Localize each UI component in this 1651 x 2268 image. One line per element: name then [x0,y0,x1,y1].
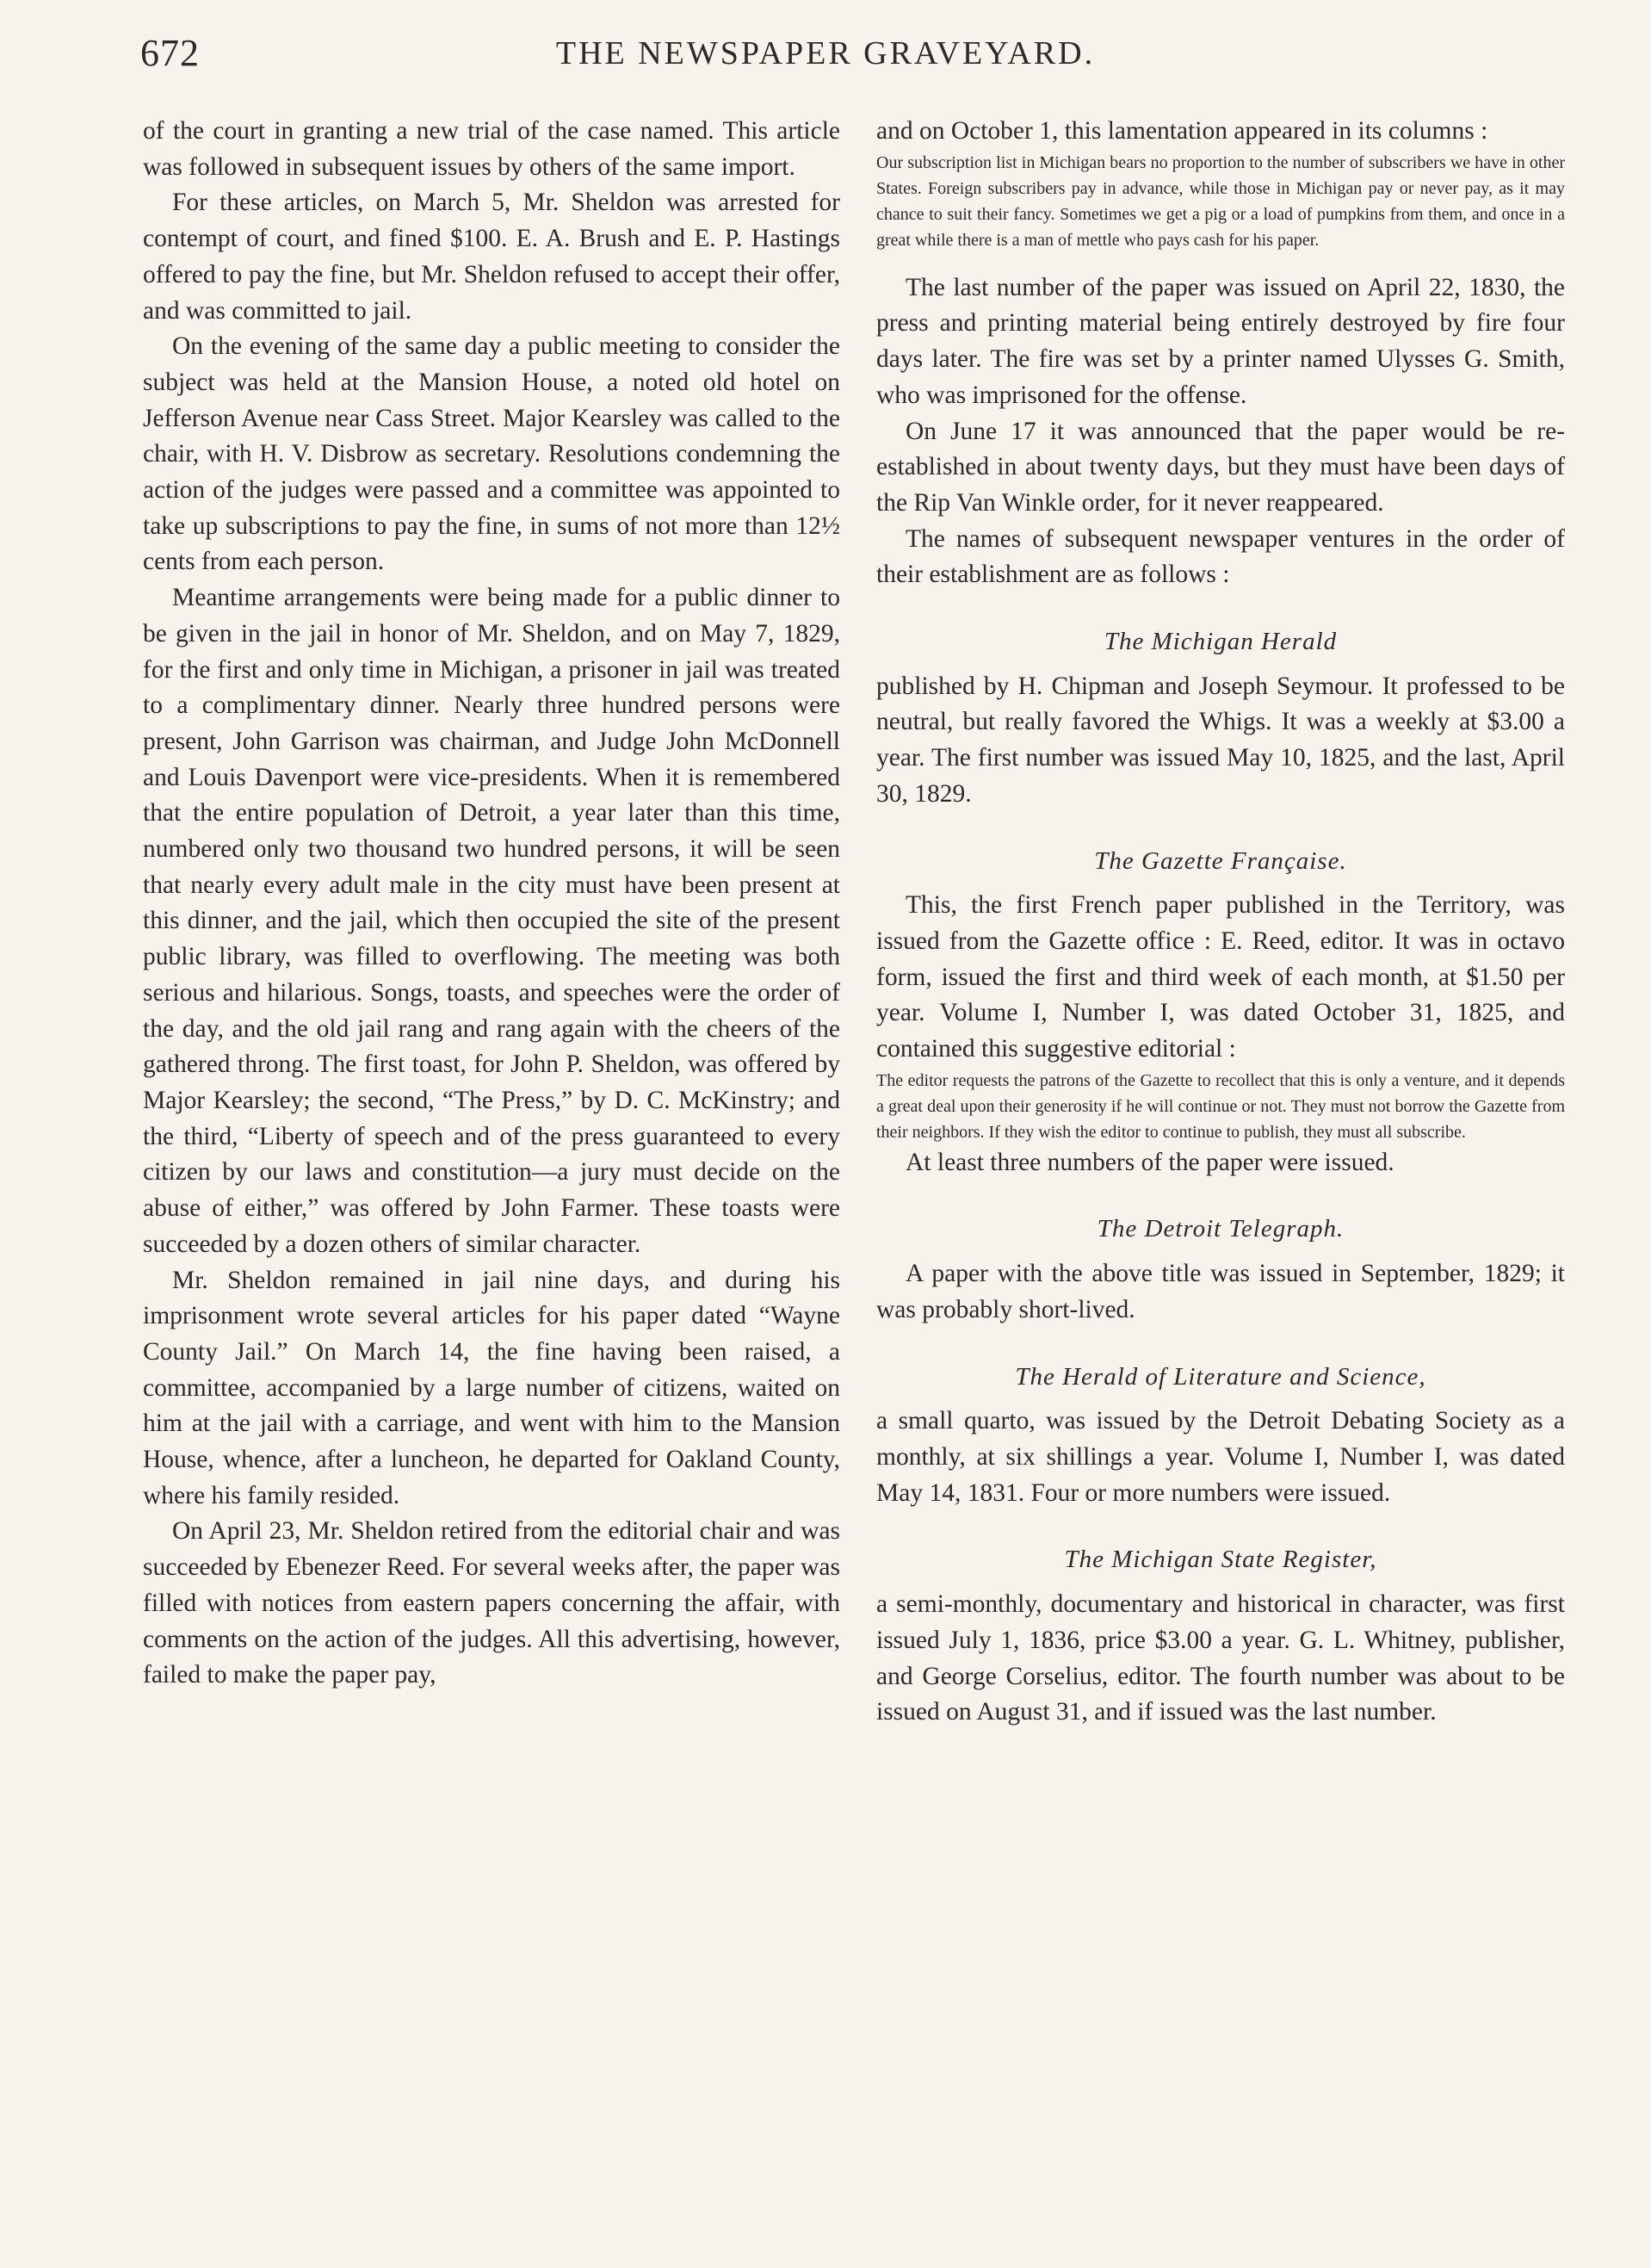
paragraph: On the evening of the same day a public meeting to consider the subject was held at the Mansion House, a noted old hotel on Jefferson Avenue near Cass Street. Major Kearsley was called to the chair, with H. V. Disbrow as secretary. Resolutions condemning the action of the judges were passed and a committee was appointed to take up subscriptions to pay the fine, in sums of not more than 12½ cents from each person. [143,332,840,576]
section-heading: The Michigan State Register, [1064,1546,1377,1574]
left-column [143,114,840,1694]
paragraph: This, the first French paper published in the Territory, was issued from the Gazette office : E. Reed, editor. It was in octavo form, issued the first and third week of each month, at $1.50 per year. Volume I, Number I, was dated October 31, 1825, and contained this suggestive editorial : [876,891,1565,1063]
section-heading: The Michigan Herald [1104,628,1338,656]
section-heading: The Gazette Française. [1094,846,1347,875]
paragraph: At least three numbers of the paper were issued. [906,1148,1394,1176]
block-quote: The editor requests the patrons of the Gazette to recollect that this is only a venture, and it depends a great deal upon their generosity if he will continue or not. They must not borrow the Gazette from their neighbors. If they wish the editor to continue to publish, they must all subscribe. [876,1070,1565,1142]
section-heading: The Detroit Telegraph. [1097,1215,1345,1243]
paragraph: On April 23, Mr. Sheldon retired from the editorial chair and was succeeded by Ebenezer Reed. For several weeks after, the paper was filled with notices from eastern papers concerning the affair, with comments on the action of the judges. All this advertising, however, failed to make the paper pay, [143,1517,840,1689]
block-quote: Our subscription list in Michigan bears no proportion to the number of subscribers we have in other States. Foreign subscribers pay in advance, while those in Michigan pay or never pay, as it may chance to suit their fancy. Sometimes we get a pig or a load of pumpkins from them, and once in a great while there is a man of mettle who pays cash for his paper. [876,152,1565,250]
paragraph: a small quarto, was issued by the Detroit Debating Society as a monthly, at six shillings a year. Volume I, Number I, was dated May 14, 1831. Four or more numbers were issued. [876,1407,1565,1507]
paragraph: For these articles, on March 5, Mr. Sheldon was arrested for contempt of court, and fined $100. E. A. Brush and E. P. Hastings offered to pay the fine, but Mr. Sheldon refused to accept their offer, and was committed to jail. [143,189,840,325]
section-heading: The Herald of Literature and Science, [1015,1362,1426,1391]
page-header [0,26,1651,86]
paragraph: The names of subsequent newspaper ventures in the order of their establishment are as follows : [876,524,1565,589]
paragraph: published by H. Chipman and Joseph Seymour. It professed to be neutral, but really favored the Whigs. It was a weekly at $3.00 a year. The first number was issued May 10, 1825, and the last, April 30, 1829. [876,672,1565,808]
paragraph: The last number of the paper was issued on April 22, 1830, the press and printing material being entirely destroyed by fire four days later. The fire was set by a printer named Ulysses G. Smith, who was imprisoned for the offense. [876,273,1565,409]
paragraph: Meantime arrangements were being made for a public dinner to be given in the jail in honor of Mr. Sheldon, and on May 7, 1829, for the first and only time in Michigan, a prisoner in jail was treated to a complimentary dinner. Nearly three hundred persons were present, John Garrison was chairman, and Judge John McDonnell and Louis Davenport were vice-presidents. When it is remembered that the entire population of Detroit, a year later than this time, numbered only two thousand two hundred persons, it will be seen that nearly every adult male in the city must have been present at this dinner, and the jail, which then occupied the site of the present public library, was filled to overflowing. The meeting was both serious and hilarious. Songs, toasts, and speeches were the order of the day, and the old jail rang and rang again with the cheers of the gathered throng. The first toast, for John P. Sheldon, was offered by Major Kearsley; the second, “The Press,” by D. C. McKinstry; and the third, “Liberty of speech and of the press guaranteed to every citizen by our laws and constitution—a jury must decide on the abuse of either,” was offered by John Farmer. These toasts were succeeded by a dozen others of similar character. [143,584,840,1258]
running-title: THE NEWSPAPER GRAVEYARD. [555,35,1096,71]
right-column [876,114,1565,1731]
paragraph: Mr. Sheldon remained in jail nine days, and during his imprisonment wrote several articles for his paper dated “Wayne County Jail.” On March 14, the fine having been raised, a committee, accompanied by a large number of citizens, waited on him at the jail with a carriage, and went with him to the Mansion House, whence, after a luncheon, he departed for Oakland County, where his family resided. [143,1266,840,1509]
paragraph: A paper with the above title was issued in September, 1829; it was probably short-lived. [876,1260,1565,1323]
paragraph: a semi-monthly, documentary and historical in character, was first issued July 1, 1836, price $3.00 a year. G. L. Whitney, publisher, and George Corselius, editor. The fourth number was about to be issued on August 31, and if issued was the last number. [876,1590,1565,1726]
paragraph: On June 17 it was announced that the paper would be re-established in about twenty days, but they must have been days of the Rip Van Winkle order, for it never reappeared. [876,417,1565,517]
paragraph: and on October 1, this lamentation appeared in its columns : [876,117,1488,145]
paragraph: of the court in granting a new trial of the case named. This article was followed in subsequent issues by others of the same import. [143,117,840,181]
page-number: 672 [140,32,200,74]
